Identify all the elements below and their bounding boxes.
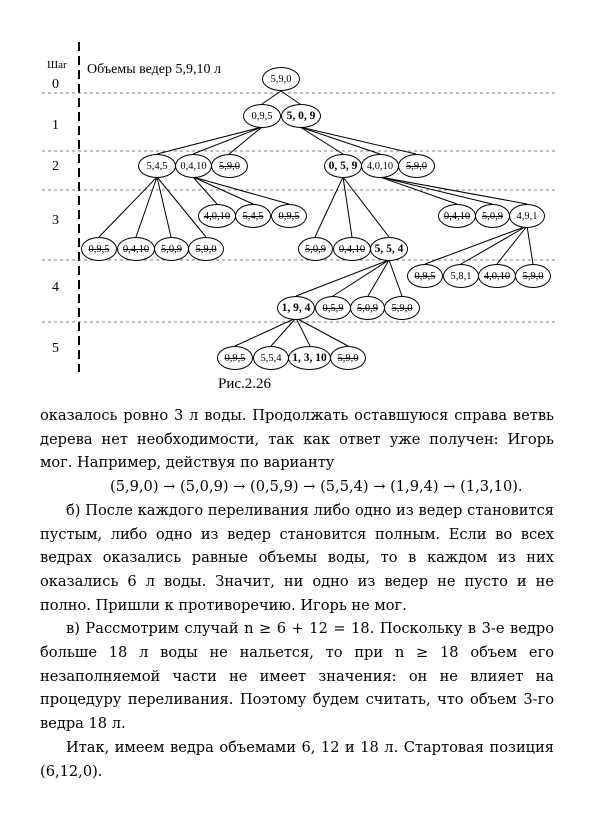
tree-node: 0,4,10 xyxy=(175,154,212,178)
volumes-title: Объемы ведер 5,9,10 л xyxy=(87,62,221,77)
step-label-5: 5 xyxy=(52,341,59,356)
tree-node: 0,9,5 xyxy=(217,346,253,370)
step-label-3: 3 xyxy=(52,213,59,228)
tree-node: 0,4,10 xyxy=(438,204,476,228)
tree-node: 0,5,9 xyxy=(315,296,351,320)
tree-node: 0,4,10 xyxy=(333,237,371,261)
tree-node: 5,9,0 xyxy=(330,346,366,370)
tree-node: 0, 5, 9 xyxy=(324,154,362,178)
tree-node: 5,5,4 xyxy=(253,346,289,370)
tree-node: 5,4,5 xyxy=(235,204,271,228)
tree-node: 4,0,10 xyxy=(478,264,516,288)
tree-node: 5,9,0 xyxy=(188,237,224,261)
tree-node: 0,9,5 xyxy=(81,237,117,261)
tree-node: 0,9,5 xyxy=(271,204,307,228)
tree-node: 5,0,9 xyxy=(475,204,510,228)
tree-node: 5,8,1 xyxy=(443,264,479,288)
paragraph: б) После каждого переливания либо одно из ведер становится пустым, либо одно из ведер становится полным. Если во всех ведрах оказались равные объемы воды, то в каждом из них оказались 6 л воды. Значит, ни одно из ведер не пусто и не полно. Пришли к противоречию. Игорь не мог. xyxy=(40,501,554,614)
tree-node: 5,9,0 xyxy=(384,296,420,320)
tree-node: 0,4,10 xyxy=(117,237,155,261)
tree-node: 1, 9, 4 xyxy=(277,296,315,320)
step-column-title: Шаг xyxy=(47,59,68,71)
tree-node: 4,0,10 xyxy=(198,204,236,228)
tree-node: 4,0,10 xyxy=(361,154,399,178)
tree-lines xyxy=(0,0,591,400)
tree-node: 5,0,9 xyxy=(154,237,189,261)
tree-node: 1, 3, 10 xyxy=(288,346,331,370)
tree-node: 5,0,9 xyxy=(350,296,385,320)
tree-node: 5, 0, 9 xyxy=(281,104,321,128)
tree-node: 5,9,0 xyxy=(262,67,300,91)
tree-node: 5,9,0 xyxy=(515,264,551,288)
step-label-1: 1 xyxy=(52,118,59,133)
step-label-0: 0 xyxy=(52,77,59,92)
paragraph: в) Рассмотрим случай n ≥ 6 + 12 = 18. Поскольку в 3-е ведро больше 18 л воды не нальется, то при n ≥ 18 объем его незаполняемой части не имеет значения: он не влияет на процедуру переливания. Поэтому будем считать, что объем 3-го ведра 18 л. xyxy=(40,620,554,733)
paragraph: оказалось ровно 3 л воды. Продолжать оставшуюся справа ветвь дерева нет необходимости, так как ответ уже получен: Игорь мог. Например, действуя по варианту xyxy=(40,407,554,472)
tree-node: 5,4,5 xyxy=(138,154,176,178)
step-label-4: 4 xyxy=(52,280,59,295)
figure-caption: Рис.2.26 xyxy=(218,376,272,392)
paragraph: Итак, имеем ведра объемами 6, 12 и 18 л. Стартовая позиция (6,12,0). xyxy=(40,738,554,780)
tree-node: 5,0,9 xyxy=(298,237,333,261)
body-text xyxy=(40,404,554,783)
tree-node: 5,9,0 xyxy=(398,154,435,178)
sequence-line: (5,9,0) → (5,0,9) → (0,5,9) → (5,5,4) → (1,9,4) → (1,3,10). xyxy=(110,478,523,496)
tree-node: 0,9,5 xyxy=(243,104,281,128)
tree-node: 5, 5, 4 xyxy=(370,237,408,261)
tree-node: 5,9,0 xyxy=(211,154,248,178)
tree-node: 4,9,1 xyxy=(509,204,545,228)
tree-node: 0,9,5 xyxy=(407,264,443,288)
step-label-2: 2 xyxy=(52,159,59,174)
tree-figure xyxy=(0,0,591,400)
